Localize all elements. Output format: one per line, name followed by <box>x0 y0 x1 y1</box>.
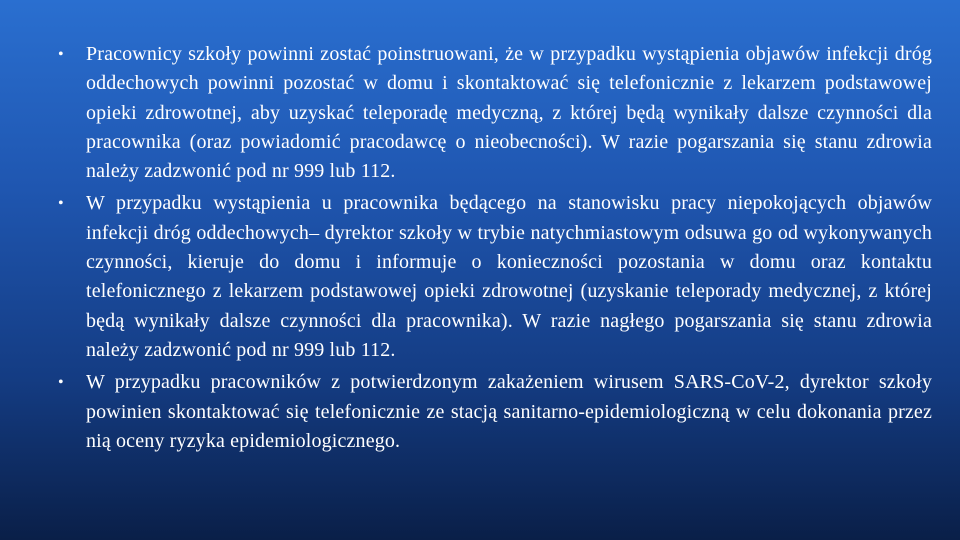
bullet-text: W przypadku pracowników z potwierdzonym zakażeniem wirusem SARS-CoV-2, dyrektor szkoły powinien skontaktować się telefonicznie ze stacją sanitarno-epidemiologiczną w celu dokonania przez nią oceny ryzyka epidemiologicznego. <box>86 371 932 452</box>
bullet-item-3 <box>58 368 932 456</box>
bullet-icon: • <box>58 374 64 392</box>
bullet-list <box>58 40 932 456</box>
bullet-item-2 <box>58 189 932 365</box>
bullet-text: Pracownicy szkoły powinni zostać poinstruowani, że w przypadku wystąpienia objawów infekcji dróg oddechowych powinni pozostać w domu i skontaktować się telefonicznie z lekarzem podstawowej opieki zdrowotnej, aby uzyskać teleporadę medyczną, z której będą wynikały dalsze czynności dla pracownika (oraz powiadomić pracodawcę o nieobecności). W razie pogarszania się stanu zdrowia należy zadzwonić pod nr 999 lub 112. <box>86 43 932 183</box>
bullet-item-1 <box>58 40 932 186</box>
bullet-icon: • <box>58 46 64 63</box>
bullet-icon: • <box>58 195 64 213</box>
bullet-text: W przypadku wystąpienia u pracownika będącego na stanowisku pracy niepokojących objawów infekcji dróg oddechowych– dyrektor szkoły w trybie natychmiastowym odsuwa go od wykonywanych czynności, kieruje do domu i informuje o konieczności pozostania w domu oraz kontaktu telefonicznego z lekarzem podstawowej opieki zdrowotnej (uzyskanie teleporady medycznej, z której będą wynikały dalsze czynności dla pracownika). W razie nagłego pogarszania się stanu zdrowia należy zadzwonić pod nr 999 lub 112. <box>86 192 932 361</box>
